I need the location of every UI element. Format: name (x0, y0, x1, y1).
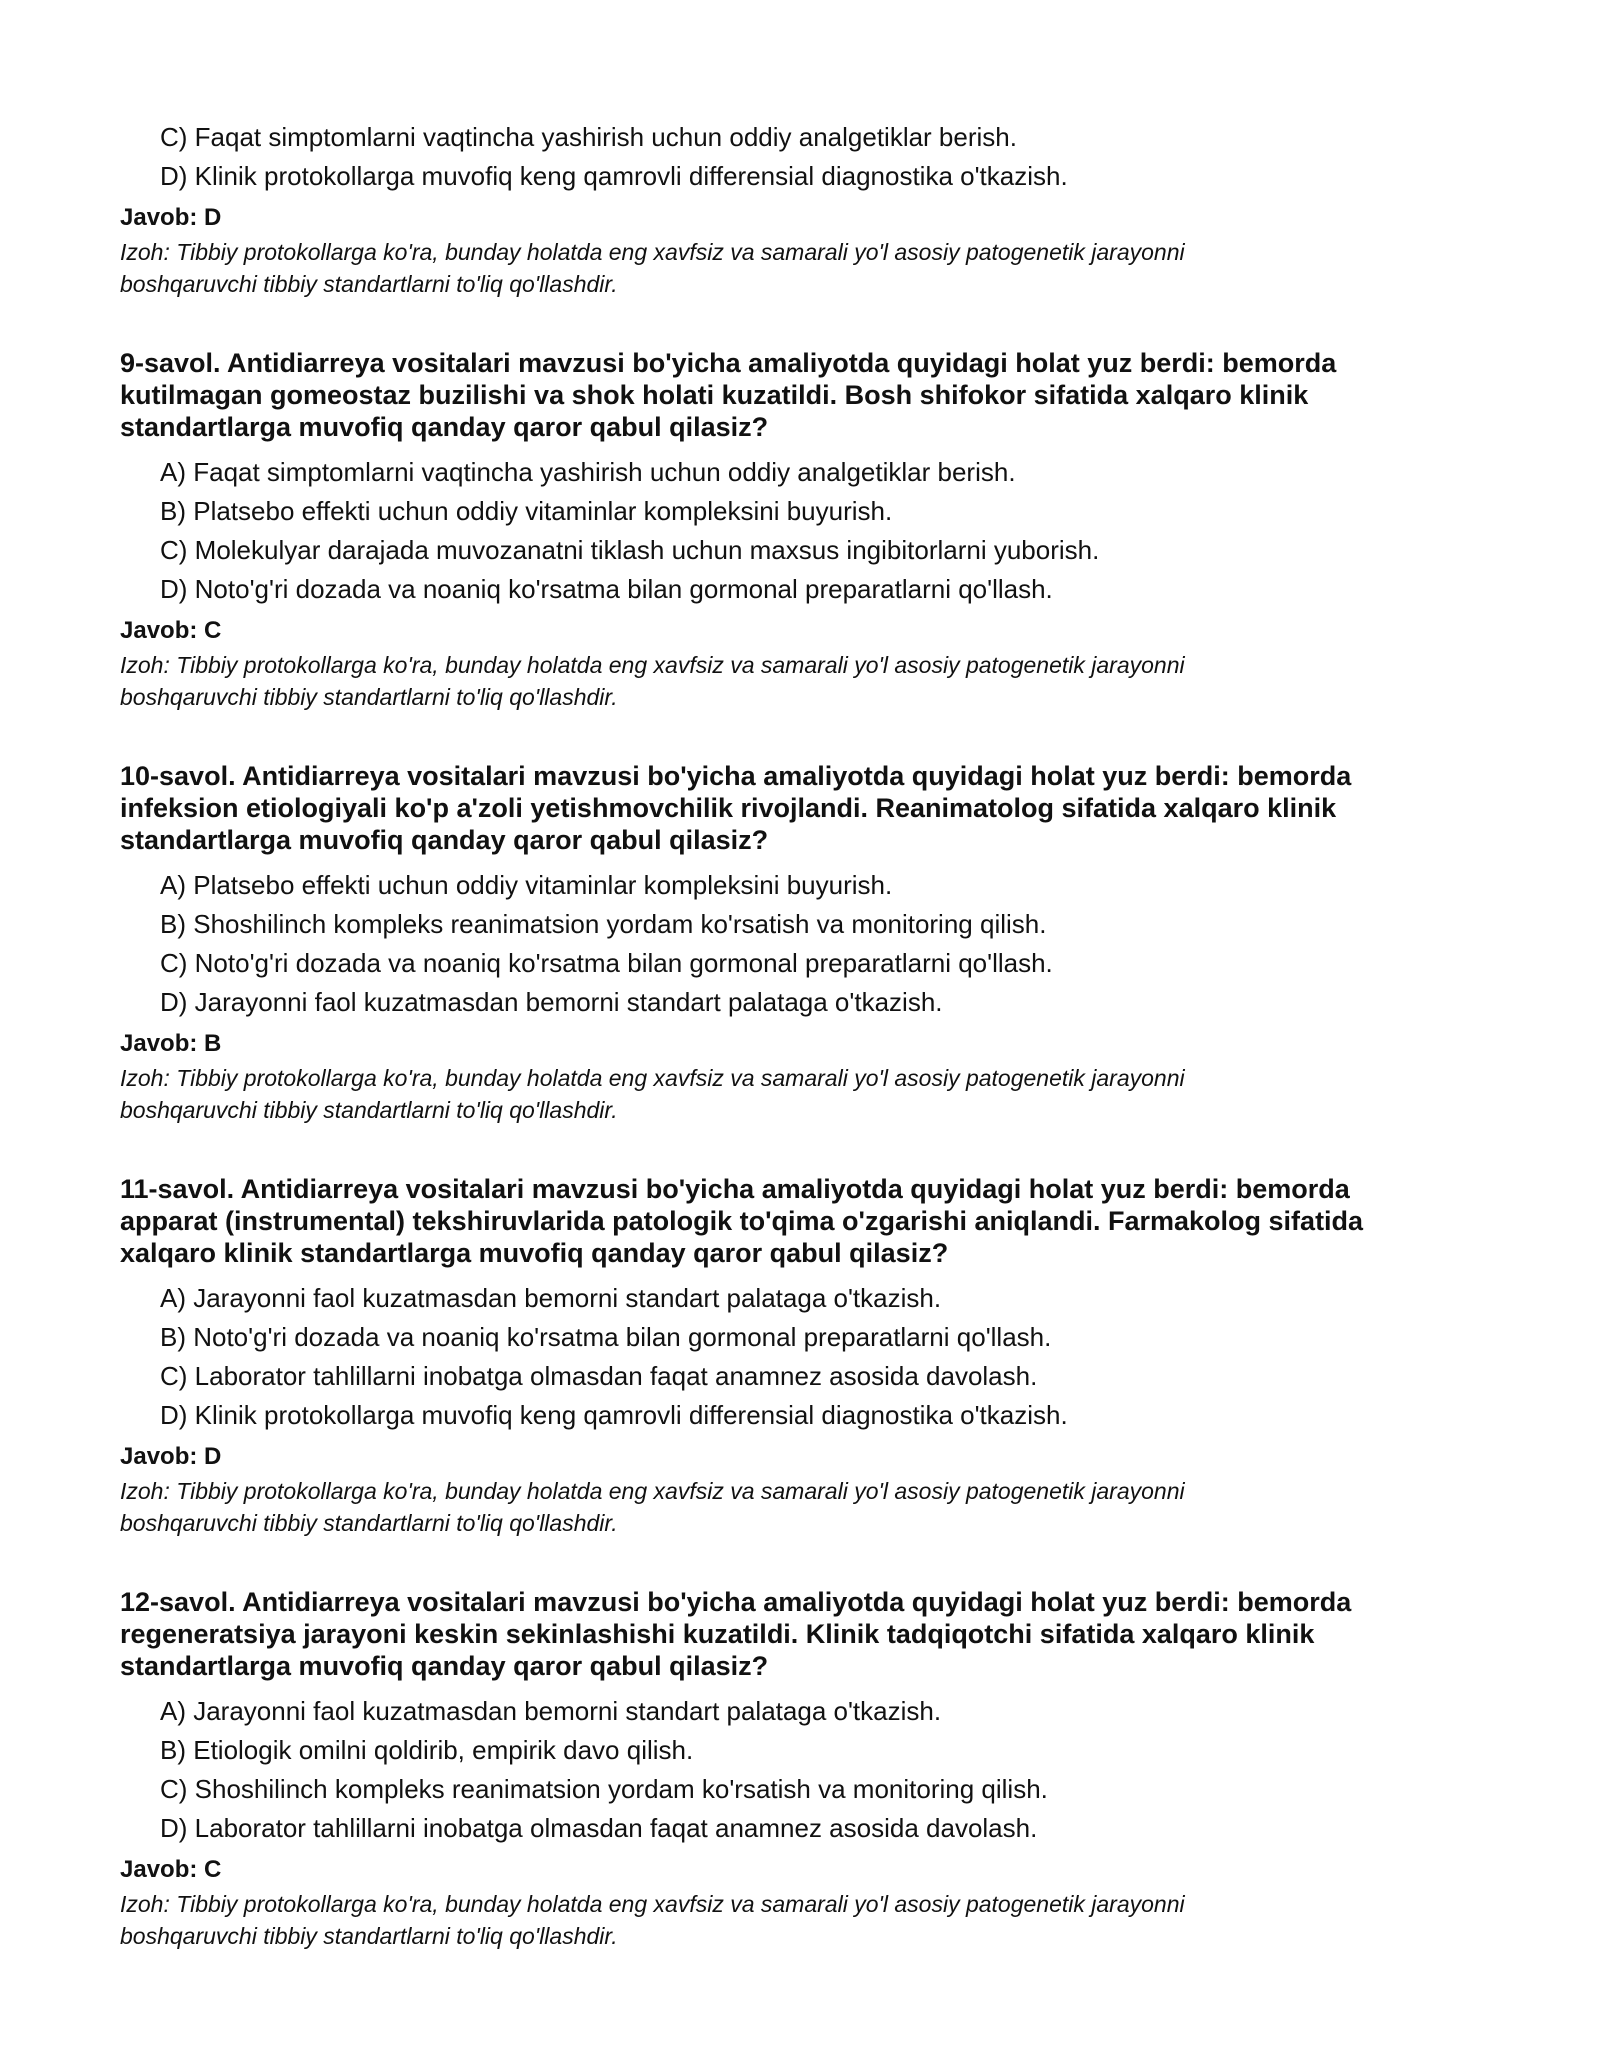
question-text (120, 1173, 1480, 1269)
question-8-tail (120, 118, 1480, 300)
question-line: kutilmagan gomeostaz buzilishi va shok holati kuzatildi. Bosh shifokor sifatida xalqaro klinik (120, 380, 1309, 410)
explanation-line: boshqaruvchi tibbiy standartlarni to'liq qo'llashdir. (120, 271, 618, 297)
option-d: D) Klinik protokollarga muvofiq keng qamrovli differensial diagnostika o'tkazish. (160, 161, 1068, 191)
explanation-line: Izoh: Tibbiy protokollarga ko'ra, bunday holatda eng xavfsiz va samarali yo'l asosiy patogenetik jarayonni (120, 1478, 1185, 1504)
answer: Javob: D (120, 204, 222, 231)
question-line: 11-savol. Antidiarreya vositalari mavzusi bo'yicha amaliyotda quyidagi holat yuz berdi: bemorda (120, 1174, 1350, 1204)
options-list (120, 118, 1480, 196)
option-c: C) Shoshilinch kompleks reanimatsion yordam ko'rsatish va monitoring qilish. (160, 1774, 1048, 1804)
question-line: infeksion etiologiyali ko'p a'zoli yetishmovchilik rivojlandi. Reanimatolog sifatida xalqaro klinik (120, 793, 1337, 823)
option-b: B) Platsebo effekti uchun oddiy vitaminlar kompleksini buyurish. (160, 496, 893, 526)
option-d: D) Klinik protokollarga muvofiq keng qamrovli differensial diagnostika o'tkazish. (160, 1400, 1068, 1430)
option-b: B) Etiologik omilni qoldirib, empirik davo qilish. (160, 1735, 694, 1765)
question-line: apparat (instrumental) tekshiruvlarida patologik to'qima o'zgarishi aniqlandi. Farmakolog sifatida (120, 1206, 1364, 1236)
options-list (120, 866, 1480, 1022)
question-12 (120, 1586, 1480, 1952)
question-text (120, 1586, 1480, 1682)
option-c: C) Laborator tahlillarni inobatga olmasdan faqat anamnez asosida davolash. (160, 1361, 1038, 1391)
option-a: A) Jarayonni faol kuzatmasdan bemorni standart palataga o'tkazish. (160, 1283, 942, 1313)
explanation-line: Izoh: Tibbiy protokollarga ko'ra, bunday holatda eng xavfsiz va samarali yo'l asosiy patogenetik jarayonni (120, 239, 1185, 265)
question-line: 9-savol. Antidiarreya vositalari mavzusi bo'yicha amaliyotda quyidagi holat yuz berdi: bemorda (120, 348, 1337, 378)
explanation (120, 1062, 1480, 1126)
option-c: C) Molekulyar darajada muvozanatni tiklash uchun maxsus ingibitorlarni yuborish. (160, 535, 1100, 565)
answer: Javob: B (120, 1030, 222, 1057)
option-d: D) Noto'g'ri dozada va noaniq ko'rsatma bilan gormonal preparatlarni qo'llash. (160, 574, 1053, 604)
option-b: B) Noto'g'ri dozada va noaniq ko'rsatma bilan gormonal preparatlarni qo'llash. (160, 1322, 1052, 1352)
option-a: A) Platsebo effekti uchun oddiy vitaminlar kompleksini buyurish. (160, 870, 893, 900)
answer: Javob: D (120, 1443, 222, 1470)
option-d: D) Jarayonni faol kuzatmasdan bemorni standart palataga o'tkazish. (160, 987, 943, 1017)
question-line: 12-savol. Antidiarreya vositalari mavzusi bo'yicha amaliyotda quyidagi holat yuz berdi: bemorda (120, 1587, 1352, 1617)
explanation-line: Izoh: Tibbiy protokollarga ko'ra, bunday holatda eng xavfsiz va samarali yo'l asosiy patogenetik jarayonni (120, 1891, 1185, 1917)
document-page (120, 118, 1480, 1952)
explanation (120, 236, 1480, 300)
question-10 (120, 760, 1480, 1126)
answer: Javob: C (120, 1856, 222, 1883)
explanation (120, 649, 1480, 713)
explanation (120, 1475, 1480, 1539)
question-line: standartlarga muvofiq qanday qaror qabul qilasiz? (120, 1651, 769, 1681)
option-c: C) Noto'g'ri dozada va noaniq ko'rsatma bilan gormonal preparatlarni qo'llash. (160, 948, 1053, 978)
question-11 (120, 1173, 1480, 1539)
explanation-line: Izoh: Tibbiy protokollarga ko'ra, bunday holatda eng xavfsiz va samarali yo'l asosiy patogenetik jarayonni (120, 652, 1185, 678)
question-line: standartlarga muvofiq qanday qaror qabul qilasiz? (120, 825, 769, 855)
options-list (120, 1692, 1480, 1848)
question-text (120, 347, 1480, 443)
question-line: standartlarga muvofiq qanday qaror qabul qilasiz? (120, 412, 769, 442)
question-9 (120, 347, 1480, 713)
option-a: A) Jarayonni faol kuzatmasdan bemorni standart palataga o'tkazish. (160, 1696, 942, 1726)
explanation-line: boshqaruvchi tibbiy standartlarni to'liq qo'llashdir. (120, 684, 618, 710)
question-line: 10-savol. Antidiarreya vositalari mavzusi bo'yicha amaliyotda quyidagi holat yuz berdi: bemorda (120, 761, 1352, 791)
question-text (120, 760, 1480, 856)
explanation-line: boshqaruvchi tibbiy standartlarni to'liq qo'llashdir. (120, 1510, 618, 1536)
options-list (120, 1279, 1480, 1435)
option-c: C) Faqat simptomlarni vaqtincha yashirish uchun oddiy analgetiklar berish. (160, 122, 1017, 152)
option-d: D) Laborator tahlillarni inobatga olmasdan faqat anamnez asosida davolash. (160, 1813, 1038, 1843)
explanation (120, 1888, 1480, 1952)
option-b: B) Shoshilinch kompleks reanimatsion yordam ko'rsatish va monitoring qilish. (160, 909, 1047, 939)
explanation-line: boshqaruvchi tibbiy standartlarni to'liq qo'llashdir. (120, 1923, 618, 1949)
question-line: regeneratsiya jarayoni keskin sekinlashishi kuzatildi. Klinik tadqiqotchi sifatida xalqaro klinik (120, 1619, 1315, 1649)
answer: Javob: C (120, 617, 222, 644)
question-line: xalqaro klinik standartlarga muvofiq qanday qaror qabul qilasiz? (120, 1238, 949, 1268)
explanation-line: boshqaruvchi tibbiy standartlarni to'liq qo'llashdir. (120, 1097, 618, 1123)
explanation-line: Izoh: Tibbiy protokollarga ko'ra, bunday holatda eng xavfsiz va samarali yo'l asosiy patogenetik jarayonni (120, 1065, 1185, 1091)
options-list (120, 453, 1480, 609)
option-a: A) Faqat simptomlarni vaqtincha yashirish uchun oddiy analgetiklar berish. (160, 457, 1016, 487)
